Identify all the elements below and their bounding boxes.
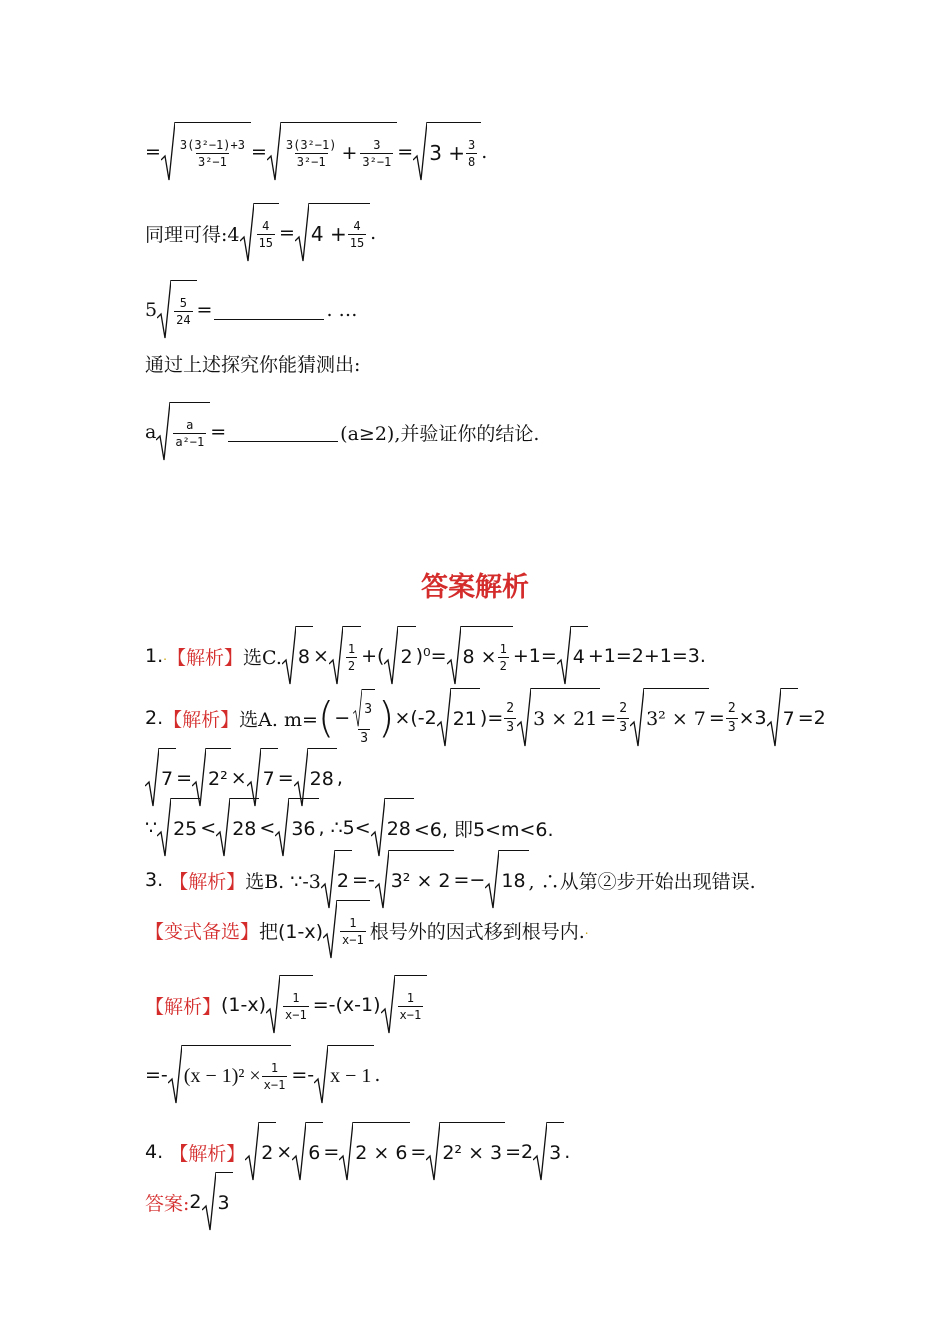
radical-sign-icon [266, 975, 280, 1035]
radical: 2 × 6 [339, 1122, 410, 1182]
radical: 2² × 3 [426, 1122, 505, 1182]
analysis-tag: 【解析】 [145, 995, 222, 1018]
radical: 28 [294, 748, 337, 808]
answer-2-line-2: 7 = 2² × 7 = 28 , [145, 748, 343, 808]
radical: 4 [557, 626, 588, 686]
fraction: $\frac{3}{3}$ [351, 689, 377, 747]
derivation-line-1: = $\frac{\text{3(3²−1)+3}}{\text{3²−1}}$ = $\frac{\text{3(3²−1)}}{\text{3²−1}}$ + $\frac{3}{\text{3²−1}}$ = 3 + $\frac{3}{8}$ . [145, 122, 487, 182]
radical: 6 [292, 1122, 323, 1182]
fraction: $\frac{5}{24}$ [176, 295, 191, 327]
fraction: $\frac{3}{8}$ [468, 137, 476, 169]
radical-sign-icon [240, 203, 254, 263]
radical: (x − 1)² × $\frac{1}{x-1}$ [168, 1045, 292, 1105]
radical: 2 [384, 626, 415, 686]
fraction: $\frac{2}{3}$ [727, 700, 736, 735]
fraction: $\frac{1}{x-1}$ [342, 915, 364, 947]
radical-sign-icon [339, 1122, 353, 1182]
radical: 25 [157, 798, 200, 858]
radical [266, 975, 313, 1035]
answer-4: 4. 【解析】 2 × 6 = 2 × 6 = 2² × 3 =2 3 . [145, 1122, 570, 1182]
variant-problem: 【变式备选】 把(1-x) $\frac{1}{x-1}$ 根号外的因式移到根号内. . [145, 900, 589, 960]
variant-tag: 【变式备选】 [145, 920, 260, 943]
derivation-line-2: 同理可得:4 $\frac{4}{15}$ = 4 + $\frac{4}{15}$ . [145, 203, 376, 263]
radical-sign-icon [767, 688, 781, 748]
equals-sign: = [145, 141, 161, 163]
radical [381, 975, 428, 1035]
radical-sign-icon [517, 688, 531, 748]
radical: 2 [321, 850, 352, 910]
radical-sign-icon [314, 1045, 328, 1105]
prompt-line: 通过上述探究你能猜测出: [145, 354, 361, 376]
equals-sign: = [397, 141, 414, 163]
derivation-line-3: 5 $\frac{5}{24}$ = . … [145, 280, 358, 340]
radical: 7 [145, 748, 176, 808]
radical-sign-icon [533, 1122, 547, 1182]
answer-2-line-3: ∵ 25 < 28 < 36 , ∴5< 28 <6, 即5<m<6. [145, 798, 554, 858]
analysis-tag: 【解析】 [169, 870, 246, 893]
radical-sign-icon [157, 798, 171, 858]
answer-2-line-1: 2. 【解析】 选A. m= ( − $\frac{3}{3}$ ) ×(-2 21 )= $\frac{2}{3}$ 3 × 21 = $\frac{2}{3}$ 3² × 7 = $\frac{2}{3}$ ×3 7 =2 [145, 688, 826, 748]
fraction: $\frac{\text{3(3²−1)}}{\text{3²−1}}$ [285, 137, 337, 169]
radical-sign-icon [413, 122, 427, 182]
radical-sign-icon [630, 688, 644, 748]
radical: 4 + $\frac{4}{15}$ [295, 203, 370, 263]
radical-sign-icon [156, 402, 170, 462]
fraction: $\frac{1}{x-1}$ [285, 990, 307, 1022]
answer-blank [214, 301, 324, 320]
radical: 2 [245, 1122, 276, 1182]
radical-sign-icon [245, 1122, 259, 1182]
fraction: $\frac{\text{3(3²−1)+3}}{\text{3²−1}}$ [179, 137, 245, 169]
radical-sign-icon [168, 1045, 182, 1105]
radical: 28 [371, 798, 414, 858]
radical-sign-icon [426, 1122, 440, 1182]
radical-sign-icon [292, 1122, 306, 1182]
radical: 21 [437, 688, 480, 748]
equals-sign: = [250, 141, 267, 163]
radical: 3² × 2 [375, 850, 454, 910]
answer-1: 1. . 【解析】 选C. 8 × $\frac{1}{2}$ +( 2 )⁰= 8 × $\frac{1}{2}$ +1= 4 +1=2+1=3. [145, 626, 706, 686]
radical-sign-icon [157, 280, 171, 340]
radical-sign-icon [161, 122, 175, 182]
fraction: $\frac{2}{3}$ [619, 700, 628, 735]
radical: 7 [247, 748, 278, 808]
answer-blank [228, 423, 338, 442]
radical: 2² [192, 748, 231, 808]
radical-sign-icon [295, 203, 309, 263]
radical-sign-icon [557, 626, 571, 686]
radical: 7 [767, 688, 798, 748]
fraction: $\frac{4}{15}$ [258, 218, 273, 250]
radical-sign-icon [329, 626, 343, 686]
radical: 3 + $\frac{3}{8}$ [413, 122, 481, 182]
radical-sign-icon [202, 1172, 216, 1232]
radical: 8 × $\frac{1}{2}$ [447, 626, 513, 686]
radical [156, 402, 210, 462]
variant-answer-line-2: =- (x − 1)² × $\frac{1}{x-1}$ =- x − 1 . [145, 1045, 380, 1105]
radical: 3 [533, 1122, 564, 1182]
fraction: $\frac{1}{2}$ [347, 641, 356, 673]
radical: 18 [485, 850, 528, 910]
fraction: $\frac{1}{x-1}$ [399, 990, 422, 1022]
radical-sign-icon [447, 626, 461, 686]
radical-sign-icon [353, 689, 362, 728]
radical-sign-icon [384, 626, 398, 686]
radical-sign-icon [323, 900, 337, 960]
final-answer: 答案: 2 3 [145, 1172, 233, 1232]
analysis-tag: 【解析】 [166, 646, 243, 669]
radical: $\frac{\text{3(3²−1)}}{\text{3²−1}}$ + $\frac{3}{\text{3²−1}}$ [267, 122, 397, 182]
radical [323, 900, 370, 960]
analysis-tag: 【解析】 [169, 1142, 246, 1165]
radical: x − 1 [314, 1045, 374, 1105]
radical-sign-icon [282, 626, 296, 686]
radical: 8 [282, 626, 313, 686]
radical-sign-icon [267, 122, 281, 182]
radical [240, 203, 279, 263]
radical-sign-icon [381, 975, 395, 1035]
radical: 3 × 21 [517, 688, 600, 748]
fraction: $\frac{4}{15}$ [349, 218, 365, 250]
answer-3: 3. 【解析】 选B. ∵-3 2 =- 3² × 2 =− 18 , ∴从第②步开始出现错误. [145, 850, 756, 910]
radical-sign-icon [437, 688, 451, 748]
analysis-tag: 【解析】 [163, 708, 240, 731]
variant-answer-line-1: 【解析】 (1-x) $\frac{1}{x-1}$ =-(x-1) $\frac{1}{x-1}$ [145, 975, 427, 1035]
radical-sign-icon [216, 798, 230, 858]
fraction: $\frac{a}{\text{a²−1}}$ [175, 417, 205, 449]
radical: 28 [216, 798, 259, 858]
radical [157, 280, 196, 340]
radical-sign-icon [275, 798, 289, 858]
radical: 3² × 7 [630, 688, 709, 748]
fraction: $\frac{1}{2}$ [499, 641, 507, 673]
fraction: $\frac{2}{3}$ [506, 700, 515, 735]
answers-title: 答案解析 [421, 572, 529, 603]
radical: 3 [202, 1172, 233, 1232]
radical [161, 122, 251, 182]
fraction: $\frac{1}{x-1}$ [263, 1060, 286, 1092]
radical [329, 626, 361, 686]
fraction: $\frac{3}{\text{3²−1}}$ [362, 137, 392, 169]
radical: 36 [275, 798, 318, 858]
radical-sign-icon [371, 798, 385, 858]
derivation-line-5: a $\frac{a}{\text{a²−1}}$ = (a≥2),并验证你的结论. [145, 402, 539, 462]
